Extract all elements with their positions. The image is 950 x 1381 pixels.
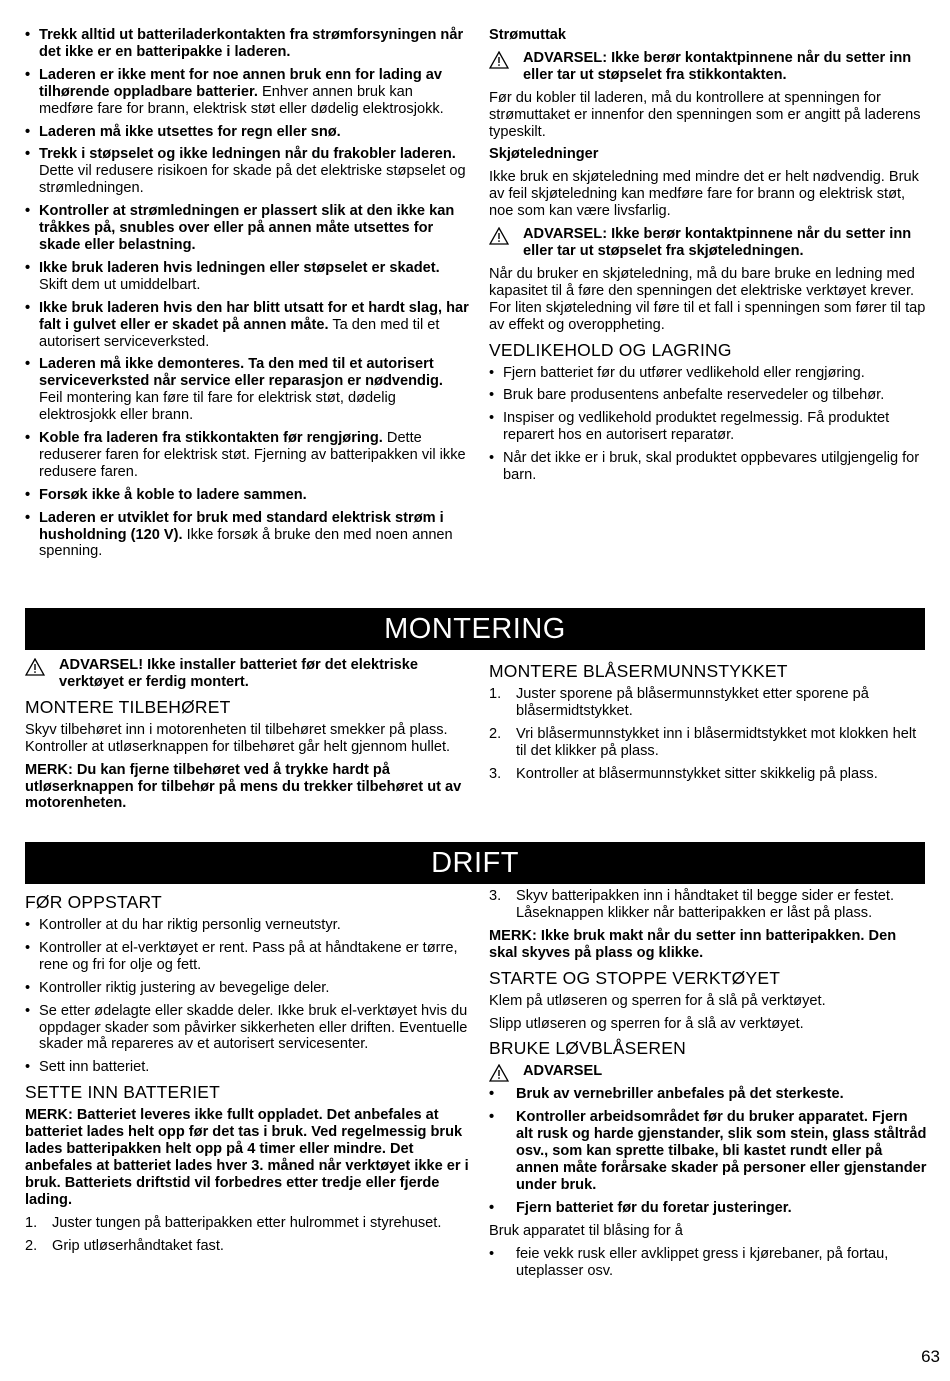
montering-banner: MONTERING xyxy=(25,608,925,650)
use-blower-heading: BRUKE LØVBLÅSEREN xyxy=(489,1038,686,1059)
montering-right-column xyxy=(489,657,927,789)
insert-battery-steps xyxy=(25,1215,470,1255)
list-item: • Trekk i støpselet og ikke ledningen når du frakobler laderen. Dette vil redusere risikoen for skade på det elektriske støpselet og strømledningen. xyxy=(25,146,470,197)
list-item: • Se etter ødelagte eller skadde deler. Ikke bruk el-verktøyet hvis du oppdager skader som påvirker sikkerheten eller driften. Eventuelle skader må repareres av et autorisert servicesenter. xyxy=(25,1003,470,1054)
drift-right-column xyxy=(489,888,927,1285)
list-item: • Fjern batteriet før du foretar justeringer. xyxy=(489,1200,927,1217)
list-item: 1. Juster tungen på batteripakken etter hulrommet i styrehuset. xyxy=(25,1214,442,1231)
list-item: 1. Juster sporene på blåsermunnstykket etter sporene på blåsermidtstykket. xyxy=(489,686,869,719)
warning-triangle-icon xyxy=(489,227,509,245)
list-item: • Forsøk ikke å koble to ladere sammen. xyxy=(25,487,470,504)
drift-left-column xyxy=(25,888,470,1261)
list-item: • Koble fra laderen fra stikkontakten før rengjøring. Dette reduserer faren for elektrisk støt. Fjerning av batteripakken vil ikke redusere faren. xyxy=(25,430,470,481)
list-item: • feie vekk rusk eller avklippet gress i kjørebaner, på fortau, uteplasser osv. xyxy=(489,1246,927,1280)
list-item: • Fjern batteriet før du utfører vedlikehold eller rengjøring. xyxy=(489,365,927,382)
list-item: 3. Skyv batteripakken inn i håndtaket til begge sider er festet. Låseknappen klikker når batteripakken er låst på plass. xyxy=(489,888,895,921)
insert-battery-steps-cont xyxy=(489,888,927,922)
list-item: • Ikke bruk laderen hvis ledningen eller støpselet er skadet. Skift dem ut umiddelbart. xyxy=(25,260,470,294)
before-start-heading: FØR OPPSTART xyxy=(25,892,162,912)
list-item: • Når det ikke er i bruk, skal produktet oppbevares utilgjengelig for barn. xyxy=(489,450,927,484)
extension-paragraph: Ikke bruk en skjøteledning med mindre det er helt nødvendig. Bruk av feil skjøteledning kan medføre fare for brann og elektrisk støt, noe som kan være livsfarlig. xyxy=(489,169,919,220)
drift-banner: DRIFT xyxy=(25,842,925,884)
list-item: • Kontroller at el-verktøyet er rent. Pass på at håndtakene er tørre, rene og fri for olje og fett. xyxy=(25,940,470,974)
outlet-paragraph: Før du kobler til laderen, må du kontrollere at spenningen for strømuttaket er innenfor den spenningen som er angitt på laderens typeskilt. xyxy=(489,89,921,140)
list-item: • Bruk av vernebriller anbefales på det sterkeste. xyxy=(489,1086,927,1103)
warning-battery-install: ADVARSEL! Ikke installer batteriet før det elektriske verktøyet er ferdig montert. xyxy=(25,657,470,691)
blower-use-list xyxy=(489,1246,927,1280)
charger-safety-list xyxy=(25,27,470,560)
warning-extension: ADVARSEL: Ikke berør kontaktpinnene når du setter inn eller tar ut støpselet fra skjøteledningen. xyxy=(489,226,927,260)
warning-triangle-icon xyxy=(489,1064,509,1082)
warning-blower: ADVARSEL xyxy=(489,1063,927,1080)
nozzle-heading: MONTERE BLÅSERMUNNSTYKKET xyxy=(489,661,788,681)
skjoteledninger-heading: Skjøteledninger xyxy=(489,146,599,163)
battery-note: MERK: Batteriet leveres ikke fullt oppladet. Det anbefales at batteriet lades helt opp før det tas i bruk. Ved regelmessig bruk lades batteripakken helt opp på 4 timer eller mindre. Det anbefales at batteriet lades hver 3. måned når verktøyet ikke er i bruk. Batteriets driftstid vil forbedres etter tredje eller fjerde lading. xyxy=(25,1107,469,1208)
charger-safety-column xyxy=(25,27,470,566)
warning-triangle-icon xyxy=(489,51,509,69)
list-item: • Laderen er ikke ment for noe annen bruk enn for lading av tilhørende oppladbare batterier. Enhver annen bruk kan medføre fare for brann, elektrisk støt eller dødelig elektrosjokk. xyxy=(25,67,470,118)
list-item: • Kontroller arbeidsområdet før du bruker apparatet. Fjern alt rusk og harde gjenstander, slik som stein, glass ståltråd osv., som kan sprette tilbake, bli kastet rundt eller på annen måte forårsake skader på personer eller gjenstander under bruk. xyxy=(489,1109,927,1194)
list-item: 3. Kontroller at blåsermunnstykket sitter skikkelig på plass. xyxy=(489,765,878,782)
list-item: • Laderen må ikke utsettes for regn eller snø. xyxy=(25,124,470,141)
list-item: • Sett inn batteriet. xyxy=(25,1059,470,1076)
force-note: MERK: Ikke bruk makt når du setter inn batteripakken. Den skal skyves på plass og klikke. xyxy=(489,927,897,961)
warning-outlet: ADVARSEL: Ikke berør kontaktpinnene når du setter inn eller tar ut støpselet fra stikkontakten. xyxy=(489,50,927,84)
list-item: • Bruk bare produsentens anbefalte reservedeler og tilbehør. xyxy=(489,387,927,404)
accessory-heading: MONTERE TILBEHØRET xyxy=(25,696,231,717)
list-item: • Trekk alltid ut batteriladerkontakten fra strømforsyningen når det ikke er en batteripakke i laderen. xyxy=(25,27,470,61)
start-paragraph: Klem på utløseren og sperren for å slå på verktøyet. xyxy=(489,992,826,1009)
maintenance-heading: VEDLIKEHOLD OG LAGRING xyxy=(489,339,732,360)
insert-battery-heading: SETTE INN BATTERIET xyxy=(25,1082,221,1103)
list-item: • Laderen må ikke demonteres. Ta den med til et autorisert serviceverksted når service eller reparasjon er nødvendig. Feil montering kan føre til fare for elektrisk støt, dødelig elektrosjokk eller brann. xyxy=(25,356,470,424)
accessory-paragraph: Skyv tilbehøret inn i motorenheten til tilbehøret smekker på plass. Kontroller at utløserknappen for tilbehøret går helt gjennom hullet. xyxy=(25,721,451,755)
blower-warning-list xyxy=(489,1086,927,1216)
list-item: 2. Grip utløserhåndtaket fast. xyxy=(25,1237,224,1254)
list-item: • Inspiser og vedlikehold produktet regelmessig. Få produktet reparert hos en autorisert reparatør. xyxy=(489,410,927,444)
maintenance-list xyxy=(489,365,927,484)
list-item: • Kontroller at du har riktig personlig verneutstyr. xyxy=(25,917,470,934)
before-start-list xyxy=(25,917,470,1076)
accessory-note: MERK: Du kan fjerne tilbehøret ved å trykke hardt på utløserknappen for tilbehør på mens du trekker tilbehøret ut av motorenheten. xyxy=(25,761,462,812)
list-item: 2. Vri blåsermunnstykket inn i blåsermidtstykket mot klokken helt til det klikker på plass. xyxy=(489,725,917,759)
start-stop-heading: STARTE OG STOPPE VERKTØYET xyxy=(489,967,781,988)
extension-capacity-paragraph: Når du bruker en skjøteledning, må du bare bruke en ledning med kapasitet til å føre den spenningen det elektriske verktøyet krever. For liten skjøteledning vil føre til et fall i spenningen som fører til tap av effekt og overoppheting. xyxy=(489,265,926,333)
list-item: • Ikke bruk laderen hvis den har blitt utsatt for et hardt slag, har falt i gulvet eller er skadet på annen måte. Ta den med til et autorisert serviceverksted. xyxy=(25,300,470,351)
nozzle-steps xyxy=(489,686,927,783)
stop-paragraph: Slipp utløseren og sperren for å slå av verktøyet. xyxy=(489,1015,804,1032)
list-item: • Laderen er utviklet for bruk med standard elektrisk strøm i husholdning (120 V). Ikke forsøk å bruke den med noen annen spenning. xyxy=(25,510,470,561)
stromuttak-heading: Strømuttak xyxy=(489,27,567,43)
power-maintenance-column xyxy=(489,27,927,490)
list-item: • Kontroller at strømledningen er plassert slik at den ikke kan tråkkes på, snubles over eller på annen måte utsettes for skade eller belastning. xyxy=(25,203,470,254)
blower-use-paragraph: Bruk apparatet til blåsing for å xyxy=(489,1222,683,1239)
page-number: 63 xyxy=(921,1347,940,1366)
warning-triangle-icon xyxy=(25,658,45,676)
montering-left-column xyxy=(25,657,470,818)
list-item: • Kontroller riktig justering av bevegelige deler. xyxy=(25,980,470,997)
